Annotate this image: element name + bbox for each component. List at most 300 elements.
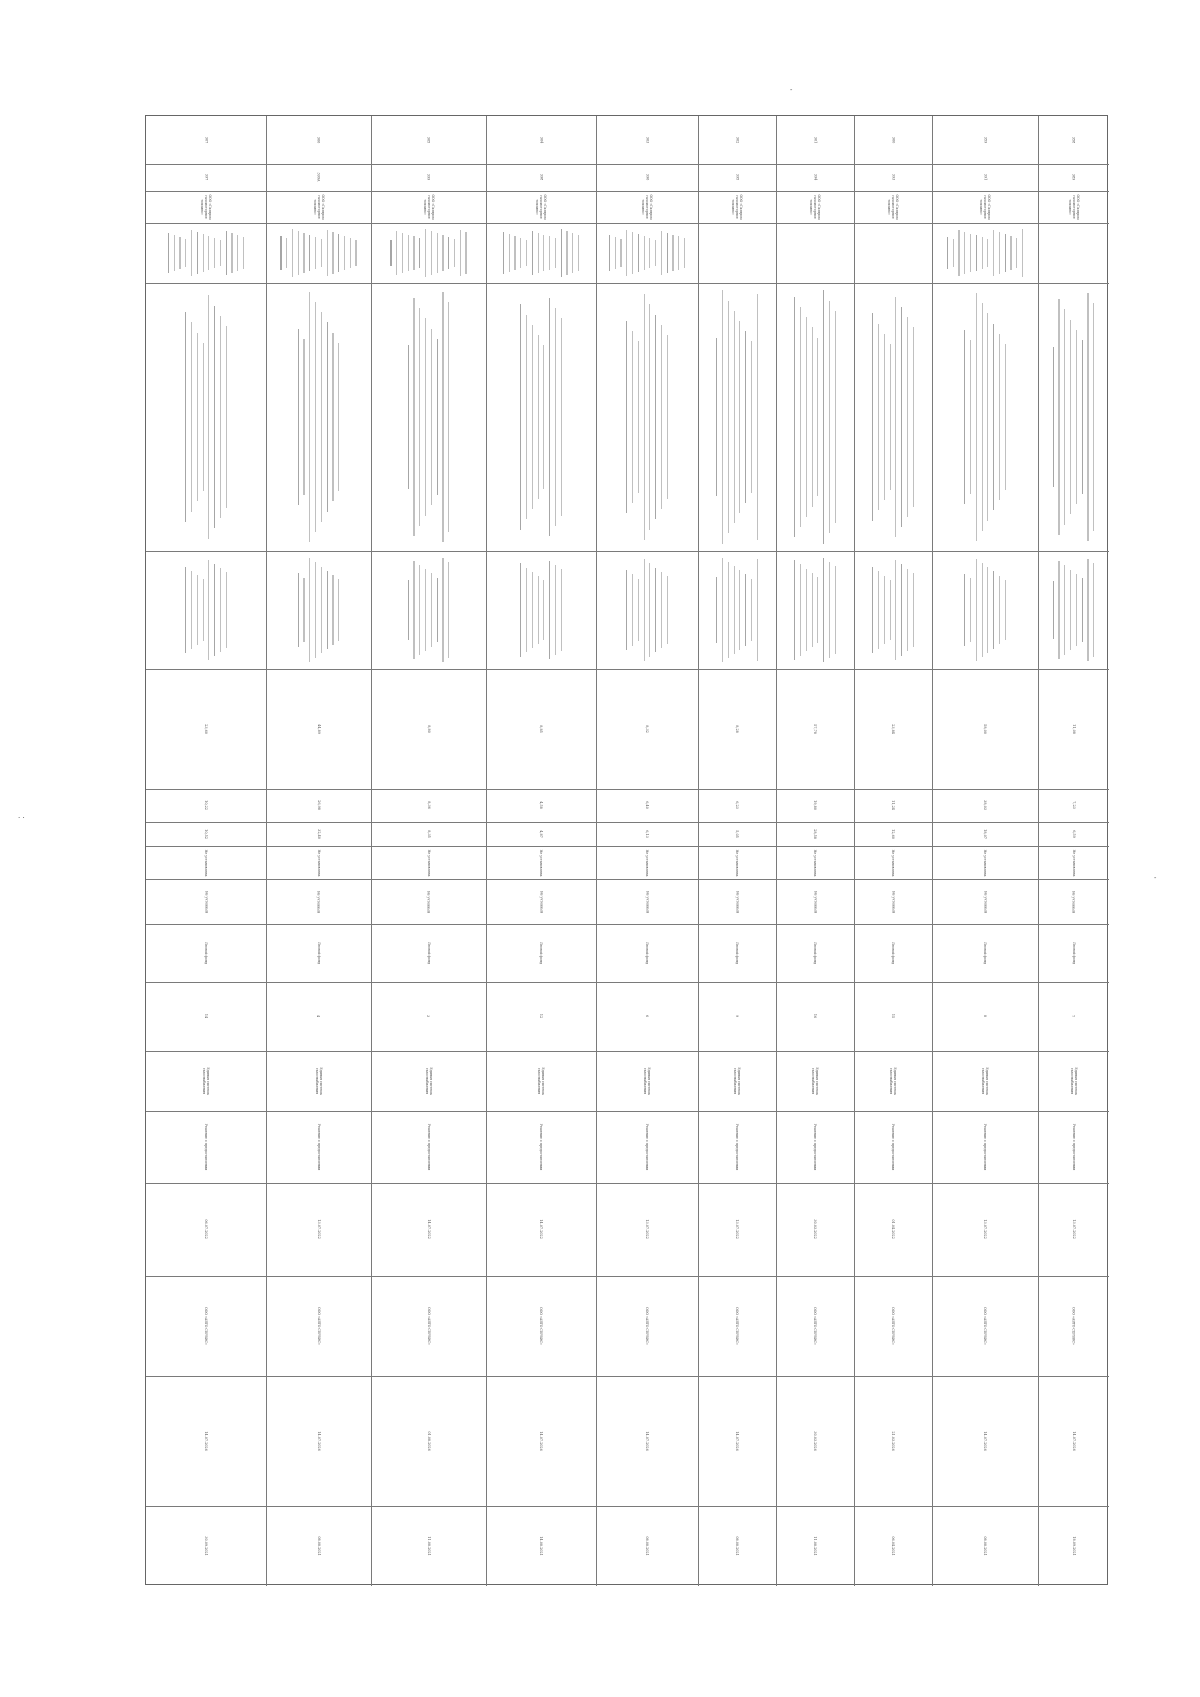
table-cell xyxy=(488,824,594,844)
cell-text-org: ООО «АВТО СЕРВИС» xyxy=(891,1307,895,1345)
text-line-placeholder xyxy=(964,574,965,646)
text-line-placeholder xyxy=(632,331,633,503)
text-line-placeholder xyxy=(321,239,322,267)
table-cell xyxy=(1040,671,1107,787)
cell-text-sub-no: 394 xyxy=(813,174,818,181)
text-line-placeholder xyxy=(823,290,824,543)
table-cell xyxy=(373,118,484,162)
text-line-placeholder xyxy=(413,236,414,269)
cell-text-category: Не установлена xyxy=(645,849,649,876)
text-line-placeholder xyxy=(408,345,409,488)
table-cell xyxy=(598,225,696,281)
table-rule xyxy=(371,116,372,1586)
table-cell xyxy=(778,118,852,162)
table-cell xyxy=(856,166,930,189)
cell-text-date1: 13.07.2022 xyxy=(983,1219,988,1240)
table-cell xyxy=(1040,1053,1107,1109)
cell-text-purpose: Единая система газоснабжения xyxy=(424,1067,433,1095)
cell-text-date2: 14.07.2026 xyxy=(204,1431,209,1451)
text-line-placeholder xyxy=(964,330,965,504)
cell-text-sub-no: 391 xyxy=(983,174,988,181)
table-cell xyxy=(856,984,930,1049)
table-cell xyxy=(934,118,1036,162)
cell-text-date2: 14.07.2026 xyxy=(539,1431,544,1451)
cell-text-width: 8,35 xyxy=(426,830,431,838)
table-cell xyxy=(488,1378,594,1504)
cell-text-date1: 06.07.2022 xyxy=(204,1219,209,1240)
table-cell xyxy=(778,193,852,221)
cell-text-name: ООО «Газпром газомоторное топливо» xyxy=(887,194,899,220)
text-line-placeholder xyxy=(327,322,328,511)
table-cell xyxy=(1040,553,1107,667)
cell-text-sub-no: 396 xyxy=(645,174,650,181)
table-cell xyxy=(373,1278,484,1374)
text-line-placeholder xyxy=(413,561,414,660)
cell-text-date3: 11.08.2021 xyxy=(813,1536,818,1556)
cell-text-length: 19,80 xyxy=(813,800,818,811)
cell-text-status: Не учтенный xyxy=(891,890,895,913)
cell-text-reg-no: 360 xyxy=(891,136,896,144)
cell-text-date2: 14.07.2026 xyxy=(983,1431,988,1451)
text-line-placeholder xyxy=(214,306,215,529)
text-line-placeholder xyxy=(442,235,443,271)
text-line-placeholder xyxy=(993,230,994,275)
table-rule xyxy=(146,982,1109,983)
text-line-placeholder xyxy=(578,235,579,271)
cell-text-reg-no: 361 xyxy=(813,136,818,144)
table-cell xyxy=(1040,1278,1107,1374)
text-line-placeholder xyxy=(794,297,795,538)
text-line-placeholder xyxy=(203,343,204,491)
text-line-placeholder xyxy=(982,563,983,657)
cell-text-sub-no: 397 xyxy=(204,174,209,181)
text-line-placeholder xyxy=(739,321,740,513)
table-cell xyxy=(268,984,369,1049)
table-cell xyxy=(268,166,369,189)
text-line-placeholder xyxy=(1076,574,1077,646)
cell-text-status: Не учтенный xyxy=(539,890,543,913)
table-cell xyxy=(268,671,369,787)
cell-text-area: 23,60 xyxy=(204,724,209,734)
cell-text-count: 4 xyxy=(316,1015,321,1018)
text-line-placeholder xyxy=(419,565,420,655)
table-rule xyxy=(146,789,1109,790)
table-cell xyxy=(700,984,774,1049)
text-line-placeholder xyxy=(220,568,221,652)
text-line-placeholder xyxy=(327,230,328,276)
table-cell xyxy=(148,1508,264,1584)
table-cell xyxy=(373,553,484,667)
text-line-placeholder xyxy=(817,338,818,497)
text-line-placeholder xyxy=(684,238,685,267)
table-cell xyxy=(148,1278,264,1374)
table-rule xyxy=(854,116,855,1586)
text-line-placeholder xyxy=(532,325,533,509)
table-cell xyxy=(700,926,774,980)
text-line-placeholder xyxy=(878,324,879,511)
text-line-placeholder xyxy=(638,341,639,492)
cell-text-org: ООО «АВТО СЕРВИС» xyxy=(735,1307,739,1345)
table-cell xyxy=(268,926,369,980)
cell-text-fund: Лесной фонд xyxy=(204,941,208,964)
cell-text-category: Не установлена xyxy=(983,849,987,876)
text-line-placeholder xyxy=(437,339,438,495)
text-line-placeholder xyxy=(309,292,310,543)
cell-text-reg-no: 358 xyxy=(1071,136,1076,144)
text-line-placeholder xyxy=(638,234,639,272)
text-line-placeholder xyxy=(649,304,650,529)
text-line-placeholder xyxy=(1053,347,1054,488)
table-cell xyxy=(373,791,484,820)
table-cell xyxy=(373,1113,484,1181)
table-cell xyxy=(488,193,594,221)
table-cell xyxy=(856,1185,930,1274)
text-line-placeholder xyxy=(987,567,988,653)
table-cell xyxy=(373,984,484,1049)
table-cell xyxy=(148,1053,264,1109)
cell-text-date1: 13.07.2022 xyxy=(735,1219,740,1240)
table-cell xyxy=(934,225,1036,281)
text-line-placeholder xyxy=(806,317,807,517)
cell-text-fund: Лесной фонд xyxy=(426,941,431,964)
table-cell xyxy=(488,984,594,1049)
cell-text-date1: 14.07.2022 xyxy=(539,1219,544,1240)
page-mark: . . xyxy=(18,812,25,820)
table-cell xyxy=(778,881,852,922)
table-cell xyxy=(488,791,594,820)
text-line-placeholder xyxy=(812,327,813,506)
table-cell xyxy=(488,1113,594,1181)
table-cell xyxy=(778,285,852,549)
table-rule xyxy=(146,669,1109,670)
table-cell xyxy=(148,824,264,844)
table-cell xyxy=(148,225,264,281)
cell-text-area: 44,89 xyxy=(316,724,321,734)
text-line-placeholder xyxy=(964,232,965,275)
cell-text-reg-no: 367 xyxy=(204,136,209,144)
text-line-placeholder xyxy=(396,231,397,276)
text-line-placeholder xyxy=(526,315,527,520)
cell-text-purpose: Единая система газоснабжения xyxy=(314,1067,323,1095)
cell-text-date2: 30.03.2026 xyxy=(813,1431,818,1451)
cell-text-reg-no: 365 xyxy=(426,136,431,144)
text-line-placeholder xyxy=(751,341,752,492)
text-line-placeholder xyxy=(303,233,304,272)
table-cell xyxy=(1040,984,1107,1049)
text-line-placeholder xyxy=(561,569,562,651)
text-line-placeholder xyxy=(970,234,971,273)
text-line-placeholder xyxy=(655,240,656,267)
cell-text-date1: 30.03.2022 xyxy=(813,1219,818,1240)
table-cell xyxy=(856,671,930,787)
text-line-placeholder xyxy=(734,311,735,523)
text-line-placeholder xyxy=(1005,234,1006,271)
table-cell xyxy=(856,225,930,281)
text-line-placeholder xyxy=(649,238,650,269)
cell-text-purpose: Единая система газоснабжения xyxy=(733,1067,741,1095)
cell-text-date1: 13.07.2022 xyxy=(316,1219,321,1240)
table-cell xyxy=(598,1185,696,1274)
cell-text-purpose: Единая система газоснабжения xyxy=(202,1067,210,1095)
text-line-placeholder xyxy=(309,558,310,662)
text-line-placeholder xyxy=(309,235,310,271)
cell-text-category: Не установлена xyxy=(316,849,321,876)
text-line-placeholder xyxy=(203,234,204,272)
cell-text-count: 7 xyxy=(1071,1015,1076,1018)
cell-text-decision: Решение о предоставлении xyxy=(983,1123,987,1171)
text-line-placeholder xyxy=(442,292,443,543)
text-line-placeholder xyxy=(298,329,299,506)
table-cell xyxy=(488,225,594,281)
text-line-placeholder xyxy=(1082,578,1083,642)
cell-text-date3: 08.08.2021 xyxy=(983,1536,988,1556)
table-cell xyxy=(1040,118,1107,162)
cell-text-org: ООО «АВТО СЕРВИС» xyxy=(316,1307,321,1345)
table-cell xyxy=(700,285,774,549)
text-line-placeholder xyxy=(958,230,959,277)
text-line-placeholder xyxy=(543,580,544,639)
cell-text-count: 8 xyxy=(983,1015,988,1018)
cell-text-category: Не установлена xyxy=(426,849,431,876)
text-line-placeholder xyxy=(1087,559,1088,662)
table-cell xyxy=(700,553,774,667)
table-cell xyxy=(856,1053,930,1109)
table-rule xyxy=(146,551,1109,552)
table-cell xyxy=(778,1053,852,1109)
cell-text-status: Не учтенный xyxy=(983,890,987,913)
table-cell xyxy=(373,1053,484,1109)
table-rule xyxy=(146,1506,1109,1507)
table-cell xyxy=(488,285,594,549)
table-rule xyxy=(146,283,1109,284)
table-cell xyxy=(268,1278,369,1374)
table-cell xyxy=(1040,824,1107,844)
table-cell xyxy=(488,671,594,787)
text-line-placeholder xyxy=(835,311,836,523)
text-line-placeholder xyxy=(953,239,954,268)
table-cell xyxy=(934,553,1036,667)
table-cell xyxy=(268,118,369,162)
cell-text-reg-no: 362 xyxy=(735,136,740,144)
text-line-placeholder xyxy=(303,339,304,495)
cell-text-area: 58,00 xyxy=(983,724,988,734)
cell-text-decision: Решение о предоставлении xyxy=(316,1123,321,1171)
cell-text-status: Не учтенный xyxy=(426,890,431,913)
cell-text-decision: Решение о предоставлении xyxy=(1071,1123,1076,1171)
text-line-placeholder xyxy=(191,230,192,276)
cell-text-width: 6,13 xyxy=(645,830,650,838)
cell-text-purpose: Единая система газоснабжения xyxy=(537,1067,545,1095)
text-line-placeholder xyxy=(437,233,438,272)
text-line-placeholder xyxy=(661,325,662,509)
text-line-placeholder xyxy=(185,312,186,522)
text-line-placeholder xyxy=(993,571,994,648)
text-line-placeholder xyxy=(884,576,885,645)
text-line-placeholder xyxy=(901,564,902,655)
cell-text-width: 18,07 xyxy=(983,829,988,839)
text-line-placeholder xyxy=(321,567,322,654)
cell-text-count: 3 xyxy=(426,1015,431,1018)
cell-text-purpose: Единая система газоснабжения xyxy=(981,1067,989,1095)
cell-text-status: Не учтенный xyxy=(735,890,739,913)
table-cell xyxy=(856,553,930,667)
table-cell xyxy=(1040,1113,1107,1181)
text-line-placeholder xyxy=(794,560,795,660)
cell-text-date3: 30.09.2021 xyxy=(204,1536,209,1556)
cell-text-date1: 13.07.2022 xyxy=(1071,1219,1076,1240)
table-cell xyxy=(778,671,852,787)
table-rule xyxy=(146,223,1109,224)
cell-text-category: Не установлена xyxy=(539,849,543,876)
cell-text-date2: 14.07.2026 xyxy=(735,1431,740,1451)
text-line-placeholder xyxy=(1070,320,1071,515)
text-line-placeholder xyxy=(632,574,633,645)
text-line-placeholder xyxy=(344,236,345,270)
text-line-placeholder xyxy=(413,298,414,536)
data-table xyxy=(145,115,1108,1585)
text-line-placeholder xyxy=(722,290,723,543)
table-cell xyxy=(934,926,1036,980)
text-line-placeholder xyxy=(728,301,729,534)
text-line-placeholder xyxy=(561,229,562,276)
table-cell xyxy=(598,166,696,189)
text-line-placeholder xyxy=(338,343,339,491)
text-line-placeholder xyxy=(1070,570,1071,651)
table-cell xyxy=(856,1113,930,1181)
table-cell xyxy=(148,553,264,667)
cell-text-date2: 14.07.2026 xyxy=(316,1431,321,1451)
text-line-placeholder xyxy=(829,301,830,534)
table-cell xyxy=(1040,881,1107,922)
cell-text-date3: 18.09.2021 xyxy=(1071,1536,1076,1556)
table-cell xyxy=(700,1113,774,1181)
text-line-placeholder xyxy=(448,302,449,532)
table-cell xyxy=(934,1185,1036,1274)
table-cell xyxy=(700,791,774,820)
cell-text-purpose: Единая система газоснабжения xyxy=(1069,1067,1078,1095)
cell-text-name: ООО «Газпром газомоторное топливо» xyxy=(200,194,212,220)
table-cell xyxy=(148,671,264,787)
text-line-placeholder xyxy=(976,235,977,270)
table-cell xyxy=(856,791,930,820)
table-cell xyxy=(778,848,852,877)
cell-text-area: 8,32 xyxy=(645,725,650,733)
text-line-placeholder xyxy=(1010,236,1011,270)
table-cell xyxy=(598,984,696,1049)
table-rule xyxy=(146,879,1109,880)
cell-text-org: ООО «АВТО СЕРВИС» xyxy=(426,1307,431,1345)
table-cell xyxy=(373,1378,484,1504)
table-rule xyxy=(486,116,487,1586)
text-line-placeholder xyxy=(678,236,679,269)
table-cell xyxy=(856,881,930,922)
table-cell xyxy=(856,118,930,162)
text-line-placeholder xyxy=(757,559,758,661)
text-line-placeholder xyxy=(878,571,879,648)
text-line-placeholder xyxy=(745,574,746,645)
table-cell xyxy=(268,225,369,281)
text-line-placeholder xyxy=(1005,580,1006,640)
text-line-placeholder xyxy=(350,238,351,268)
table-cell xyxy=(268,881,369,922)
text-line-placeholder xyxy=(970,578,971,642)
cell-text-count: 15 xyxy=(891,1014,896,1019)
cell-text-name: ООО «Газпром газомоторное топливо» xyxy=(641,194,653,220)
text-line-placeholder xyxy=(214,238,215,268)
table-rule xyxy=(146,191,1109,192)
table-cell xyxy=(268,1508,369,1584)
text-line-placeholder xyxy=(408,580,409,639)
text-line-placeholder xyxy=(734,566,735,654)
table-cell xyxy=(778,926,852,980)
text-line-placeholder xyxy=(419,238,420,267)
cell-text-area: 57,78 xyxy=(813,724,818,734)
text-line-placeholder xyxy=(999,232,1000,273)
table-cell xyxy=(598,824,696,844)
cell-text-fund: Лесной фонд xyxy=(735,941,739,964)
table-cell xyxy=(148,166,264,189)
text-line-placeholder xyxy=(197,575,198,645)
table-cell xyxy=(373,926,484,980)
cell-text-reg-no: 364 xyxy=(539,136,544,144)
table-cell xyxy=(598,1113,696,1181)
cell-text-org: ООО «АВТО СЕРВИС» xyxy=(645,1307,649,1345)
cell-text-org: ООО «АВТО СЕРВИС» xyxy=(204,1307,208,1345)
text-line-placeholder xyxy=(526,568,527,653)
cell-text-fund: Лесной фонд xyxy=(813,941,817,964)
table-cell xyxy=(268,1378,369,1504)
table-cell xyxy=(700,1508,774,1584)
cell-text-date1: 14.07.2022 xyxy=(426,1219,431,1240)
text-line-placeholder xyxy=(208,560,209,661)
cell-text-count: 6 xyxy=(645,1015,650,1018)
text-line-placeholder xyxy=(907,317,908,517)
text-line-placeholder xyxy=(226,572,227,647)
text-line-placeholder xyxy=(243,237,244,270)
text-line-placeholder xyxy=(226,231,227,275)
text-line-placeholder xyxy=(298,231,299,274)
table-cell xyxy=(934,166,1036,189)
text-line-placeholder xyxy=(185,567,186,654)
text-line-placeholder xyxy=(168,233,169,272)
table-cell xyxy=(268,1113,369,1181)
text-line-placeholder xyxy=(999,576,1000,645)
text-line-placeholder xyxy=(355,240,356,266)
text-line-placeholder xyxy=(644,559,645,661)
cell-text-count: 14 xyxy=(204,1014,209,1019)
table-cell xyxy=(488,926,594,980)
cell-text-name: ООО «Газпром газомоторное топливо» xyxy=(979,194,991,220)
text-line-placeholder xyxy=(197,333,198,502)
text-line-placeholder xyxy=(425,229,426,276)
table-cell xyxy=(598,848,696,877)
table-cell xyxy=(598,926,696,980)
text-line-placeholder xyxy=(1005,344,1006,490)
text-line-placeholder xyxy=(179,237,180,269)
text-line-placeholder xyxy=(431,231,432,274)
text-line-placeholder xyxy=(191,322,192,511)
table-cell xyxy=(934,984,1036,1049)
cell-text-length: 11,24 xyxy=(891,800,896,811)
text-line-placeholder xyxy=(315,302,316,532)
cell-text-width: 5,05 xyxy=(735,830,740,838)
table-rule xyxy=(146,846,1109,847)
text-line-placeholder xyxy=(626,230,627,276)
table-cell xyxy=(373,824,484,844)
cell-text-status: Не учтенный xyxy=(316,890,321,913)
table-cell xyxy=(856,1378,930,1504)
table-cell xyxy=(598,193,696,221)
